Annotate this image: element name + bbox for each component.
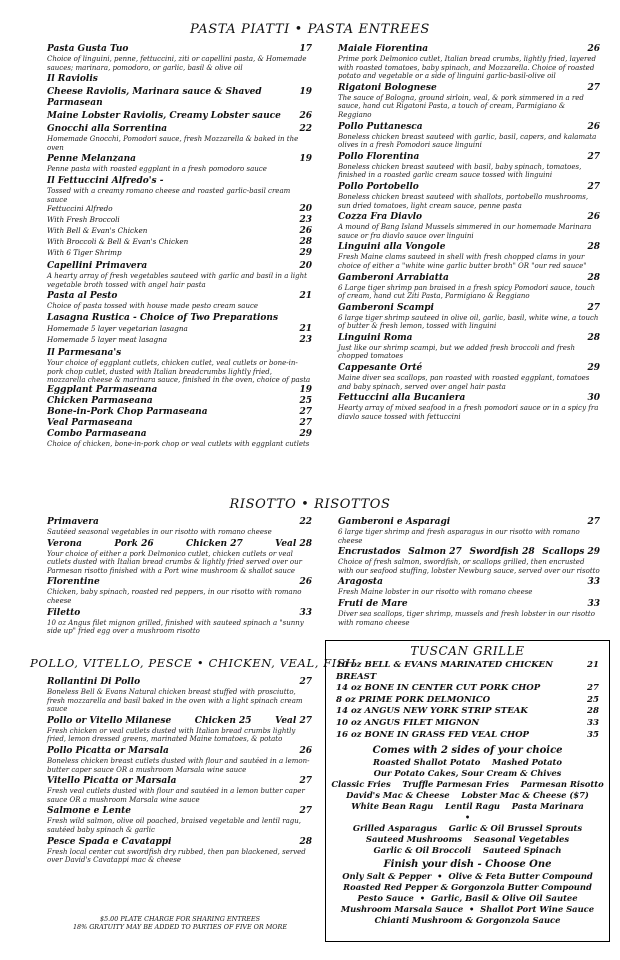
- option-row: [47, 226, 312, 237]
- side-option-line: Grilled Asparagus Garlic & Oil Brussel Sprouts: [352, 823, 583, 834]
- menu-item-name: Fettuccini alla Bucaniera: [338, 393, 466, 404]
- menu-item: [47, 608, 312, 636]
- menu-item-row: [338, 122, 600, 133]
- footer-notes: [40, 915, 320, 931]
- menu-item-name: Primavera: [47, 517, 99, 527]
- menu-item-row: [338, 333, 600, 344]
- menu-item-row: [338, 517, 600, 528]
- menu-item-row: [338, 182, 600, 193]
- grille-item: [336, 718, 599, 730]
- menu-item-row: [47, 517, 312, 528]
- option-price: 29: [299, 248, 312, 259]
- menu-item-row: [338, 363, 600, 374]
- option-price: 23: [299, 215, 312, 226]
- side-option-line: David's Mac & Cheese Lobster Mac & Cheese ($7): [346, 790, 589, 801]
- menu-item-desc: Fresh local center cut swordfish dry rubbed, then pan blackened, served over David's Cavatappi mac & cheese: [47, 847, 306, 865]
- menu-item-price: 26: [299, 111, 312, 122]
- parmesana-desc: Your choice of eggplant cutlets, chicken cutlet, veal cutlets or bone-in-pork chop cutlet, dusted with Italian breadcrumbs lightly fried, mozzarella cheese & marinara sauce, finished in the oven, choice of pasta: [47, 358, 311, 385]
- inline-option: [114, 539, 153, 550]
- inline-option: [408, 547, 462, 558]
- inline-option: [195, 716, 252, 727]
- option-label: With Broccoli & Bell & Evan's Chicken: [47, 237, 189, 247]
- menu-item-desc: A mound of Bang Island Mussels simmered in our homemade Marinara sauce or fra diavlo sauce over linguini: [338, 223, 592, 240]
- menu-item-price: 27: [587, 517, 600, 527]
- menu-item-price: 29: [587, 363, 600, 374]
- finish-option-line: Mushroom Marsala Sauce • Shallot Port Wine Sauce: [340, 904, 595, 915]
- option-label: Homemade 5 layer meat lasagna: [47, 334, 167, 344]
- encrustados-item: [338, 547, 600, 575]
- menu-item-name: Pollo Florentina: [338, 151, 420, 162]
- menu-item: [338, 333, 600, 361]
- menu-item-name: Gamberoni Arrabiatta: [338, 272, 449, 283]
- menu-item-row: [338, 83, 600, 94]
- option-label: Combo Parmaseana: [47, 428, 147, 439]
- menu-item: [338, 212, 600, 240]
- inline-option: [186, 539, 243, 550]
- option-row: [47, 396, 312, 407]
- finish-option-line: Roasted Red Pepper & Gorgonzola Butter Compound: [343, 882, 592, 893]
- option-row: [47, 385, 312, 396]
- menu-item-desc: Boneless chicken breast cutlets dusted with flour and sautéed in a lemon-butter caper sauce OR a mushroom Marsala wine sauce: [47, 756, 310, 774]
- menu-item: [47, 746, 312, 774]
- grille-item: [336, 730, 599, 742]
- menu-item: [338, 152, 600, 180]
- grille-item: [336, 683, 599, 695]
- menu-item: [338, 44, 600, 81]
- menu-item-name: Aragosta: [338, 577, 383, 588]
- menu-item: [47, 87, 312, 109]
- fettuccini-group: [47, 176, 312, 259]
- parmesana-title: Il Parmesana's: [47, 347, 122, 358]
- menu-item-price: 26: [587, 212, 600, 223]
- menu-item-name: Cozza Fra Diavlo: [338, 212, 422, 223]
- menu-item-price: 21: [299, 291, 312, 302]
- grille-item-label: 14 oz ANGUS NEW YORK STRIP STEAK: [336, 706, 528, 717]
- menu-item-name: Pasta al Pesto: [47, 291, 118, 302]
- menu-item-row: [338, 577, 600, 588]
- menu-item-price: 26: [299, 745, 312, 756]
- option-row: [47, 215, 312, 226]
- fettuccini-desc: Tossed with a creamy romano cheese and roasted garlic-basil cream sauce: [47, 186, 291, 204]
- menu-item-name: Linguini Roma: [338, 332, 413, 343]
- menu-item-name: Gamberoni Scampi: [338, 302, 434, 313]
- menu-item-row: [47, 608, 312, 619]
- option-row: [47, 335, 312, 346]
- inline-option-label: Scallops: [542, 547, 585, 558]
- menu-item-row: [338, 242, 600, 253]
- inline-option-label: Chicken: [185, 538, 228, 549]
- menu-item-name: Filetto: [47, 607, 81, 618]
- menu-item-name: Vitello Picatta or Marsala: [47, 776, 177, 787]
- option-label: Chicken Parmaseana: [47, 395, 153, 406]
- menu-item: [47, 261, 312, 289]
- option-row: [47, 237, 312, 248]
- finish-option-line: Only Salt & Pepper • Olive & Feta Butter Compound: [342, 871, 593, 882]
- side-option-line: Our Potato Cakes, Sour Cream & Chives: [373, 768, 562, 779]
- menu-item-desc: Fresh veal cutlets dusted with flour and sautéed in a lemon butter caper sauce OR a mushroom Marsala wine sauce: [47, 787, 305, 804]
- menu-item: [338, 393, 600, 421]
- option-row: [47, 407, 312, 418]
- menu-item-name: Maiale Fiorentina: [338, 44, 429, 54]
- menu-item: [338, 363, 600, 391]
- menu-item: [47, 517, 312, 537]
- menu-item-name: Gnocchi alla Sorrentina: [47, 124, 168, 135]
- inline-option-label: Swordfish: [469, 547, 519, 558]
- menu-item-row: [338, 212, 600, 223]
- menu-item: [338, 83, 600, 120]
- menu-item-row: [338, 393, 600, 404]
- menu-item-name: Penne Melanzana: [47, 154, 136, 165]
- menu-item-price: 28: [587, 272, 600, 283]
- pollo-section-title: POLLO, VITELLO, PESCE • CHICKEN, VEAL, FISH: [30, 656, 357, 670]
- menu-item-row: [47, 677, 312, 688]
- menu-item-desc: Fresh Maine clams sauteed in shell with fresh chopped clams in your choice of either a "white wine garlic butter broth" OR "our red sauce": [338, 253, 587, 270]
- grille-item-label: 10 oz BELL & EVANS MARINATED CHICKEN BREAST: [336, 660, 553, 682]
- inline-option: [275, 716, 312, 727]
- option-price: 20: [299, 204, 312, 215]
- menu-item-price: 17: [299, 44, 312, 54]
- menu-item-desc: Choice of pasta tossed with house made pesto cream sauce: [47, 302, 259, 311]
- option-label: With Bell & Evan's Chicken: [47, 226, 148, 236]
- finish-option-line: Pesto Sauce • Garlic, Basil & Olive Oil Sautee: [357, 893, 578, 904]
- inline-option-label: Veal: [275, 715, 297, 726]
- menu-item-name: Pollo Picatta or Marsala: [47, 745, 169, 756]
- menu-item-desc: Penne pasta with roasted eggplant in a fresh pomodoro sauce: [47, 165, 267, 174]
- item-name: Pollo or Vitello Milanese: [47, 715, 172, 726]
- option-price: 25: [299, 395, 312, 406]
- menu-item-desc: Boneless chicken breast sauteed with shallots, portobello mushrooms, sun dried tomatoes, light cream sauce, penne pasta: [338, 192, 589, 210]
- menu-item: [338, 303, 600, 331]
- menu-item-desc: The sauce of Bologna, ground sirloin, veal, & pork simmered in a red sauce, hand cut Rigatoni Pasta, a touch of cream, Parmigiano & Reggiano: [338, 93, 584, 119]
- grille-item: [336, 706, 599, 718]
- menu-item: [47, 806, 312, 834]
- menu-item-desc: Hearty array of mixed seafood in a fresh pomodori sauce or in a spicy fra diavlo sauce tossed with fettuccini: [338, 404, 599, 421]
- risotto-section-title: RISOTTO • RISOTTOS: [229, 497, 391, 512]
- menu-item-name: Rigatoni Bolognese: [338, 82, 437, 93]
- menu-item-price: 19: [299, 154, 312, 165]
- item-name: Encrustados: [338, 547, 401, 558]
- inline-option-price: 27: [230, 538, 243, 549]
- option-label: Homemade 5 layer vegetarian lasagna: [47, 323, 188, 333]
- tuscan-title: TUSCAN GRILLE: [410, 644, 525, 658]
- menu-item: [338, 273, 600, 301]
- option-row: [47, 324, 312, 335]
- grille-item-label: 10 oz ANGUS FILET MIGNON: [336, 717, 480, 728]
- menu-item-name: Maine Lobster Raviolis, Creamy Lobster sauce: [47, 111, 281, 122]
- side-option-line: Garlic & Oil Broccoli Sauteed Spinach: [373, 845, 562, 856]
- pollo-column: [47, 677, 312, 867]
- menu-item: [338, 577, 600, 597]
- menu-item-price: 26: [299, 577, 312, 588]
- menu-item-desc: Diver sea scallops, tiger shrimp, mussels and fresh lobster in our risotto with romano cheese: [338, 609, 595, 627]
- menu-item-row: [47, 44, 312, 55]
- menu-item-row: [47, 87, 312, 109]
- menu-item-desc: 10 oz Angus filet mignon grilled, finished with sauteed spinach a "sunny side up" fried egg over a mushroom risotto: [47, 618, 304, 636]
- grille-item: [336, 695, 599, 707]
- menu-item-price: 27: [299, 776, 312, 787]
- menu-item-name: Florentine: [47, 577, 100, 588]
- grille-item-label: 14 oz BONE IN CENTER CUT PORK CHOP: [336, 683, 541, 694]
- side-option-line: White Bean Ragu Lentil Ragu Pasta Marinara: [351, 801, 584, 812]
- option-row: [47, 418, 312, 429]
- menu-item-desc: Homemade Gnocchi, Pomodori sauce, fresh Mozzarella & baked in the oven: [47, 135, 299, 152]
- grille-item-price: 27: [587, 683, 599, 694]
- menu-item: [47, 776, 312, 804]
- option-price: 27: [299, 406, 312, 417]
- menu-item-price: 27: [587, 181, 600, 192]
- menu-item: [338, 517, 600, 545]
- menu-item-price: 27: [587, 151, 600, 162]
- menu-item-row: [47, 124, 312, 135]
- pasta-right-column: [338, 44, 600, 423]
- inline-option-label: Pork: [114, 538, 138, 549]
- menu-item-price: 26: [587, 121, 600, 132]
- menu-item-price: 22: [299, 124, 312, 135]
- grille-item-price: 25: [587, 694, 599, 705]
- menu-item-price: 33: [587, 598, 600, 609]
- option-price: 27: [299, 417, 312, 428]
- menu-item-desc: 6 Large tiger shrimp pan braised in a fresh spicy Pomodori sauce, touch of cream, hand cut Ziti Pasta, Parmigiano & Reggiano: [338, 283, 595, 301]
- menu-item: [338, 182, 600, 210]
- option-row: [47, 248, 312, 259]
- menu-item-name: Linguini alla Vongole: [338, 242, 446, 253]
- side-option-line: Classic Fries Truffle Parmesan Fries Parmesan Risotto: [331, 779, 604, 790]
- menu-item-desc: Maine diver sea scallops, pan roasted with roasted eggplant, tomatoes and baby spinach, served over angel hair pasta: [338, 374, 590, 391]
- menu-item-desc: A hearty array of fresh vegetables sauteed with garlic and basil in a light vegetable broth tossed with angel hair pasta: [47, 272, 307, 289]
- inline-option-price: 28: [522, 547, 535, 558]
- menu-item: [47, 677, 312, 714]
- menu-item-price: 28: [587, 242, 600, 253]
- inline-option-label: Chicken: [194, 715, 236, 726]
- inline-option-price: 29: [587, 547, 600, 558]
- menu-item-price: 22: [299, 517, 312, 527]
- menu-item-name: Fruti de Mare: [338, 598, 408, 609]
- menu-item-name: Capellini Primavera: [47, 261, 148, 272]
- parmesana-note: Choice of chicken, bone-in-pork chop or veal cutlets with eggplant cutlets: [47, 439, 310, 448]
- verona-item: [47, 539, 312, 576]
- menu-item: [47, 74, 312, 85]
- inline-option-price: 26: [141, 538, 154, 549]
- item-name: Verona: [47, 538, 83, 549]
- menu-item-name: Pollo Puttanesca: [338, 121, 423, 132]
- menu-item-row: [47, 837, 312, 848]
- side-option-line: Sauteed Mushrooms Seasonal Vegetables: [365, 834, 570, 845]
- menu-item-name: Il Raviolis: [47, 74, 98, 85]
- menu-item-price: 27: [587, 82, 600, 93]
- pasta-section-title: PASTA PIATTI • PASTA ENTREES: [190, 22, 430, 37]
- menu-item-price: 28: [299, 836, 312, 847]
- menu-item-row: [47, 261, 312, 272]
- menu-item: [47, 124, 312, 152]
- menu-item: [47, 44, 312, 72]
- menu-item-row: [47, 291, 312, 302]
- menu-item-desc: Fresh Maine lobster in our risotto with romano cheese: [338, 588, 533, 597]
- footer-line: $5.00 PLATE CHARGE FOR SHARING ENTREES: [100, 915, 260, 923]
- menu-item: [47, 837, 312, 865]
- menu-item-desc: Boneless Bell & Evans Natural chicken breast stuffed with prosciutto, fresh mozzarella and basil baked in the oven with a light spinach cream sauce: [47, 688, 303, 714]
- finish-option-line: Chianti Mushroom & Gorgonzola Sauce: [374, 915, 561, 926]
- inline-option: [542, 547, 600, 558]
- parmesana-group: [47, 348, 312, 448]
- inline-option-price: 28: [299, 538, 312, 549]
- menu-item-name: Rollantini Di Pollo: [47, 677, 141, 687]
- option-label: Veal Parmaseana: [47, 417, 133, 428]
- menu-item: [47, 291, 312, 311]
- menu-item: [47, 111, 312, 122]
- finish-heading: Finish your dish - Choose One: [383, 859, 552, 871]
- menu-item-row: [338, 303, 600, 314]
- inline-option: [469, 547, 534, 558]
- menu-item-price: 33: [587, 577, 600, 588]
- menu-item-desc: 6 large tiger shrimp sauteed in olive oil, garlic, basil, white wine, a touch of butter & fresh lemon, tossed with linguini: [338, 313, 599, 331]
- side-option-line: Roasted Shallot Potato Mashed Potato: [372, 757, 563, 768]
- option-row: [47, 429, 312, 440]
- option-label: With 6 Tiger Shrimp: [47, 248, 122, 258]
- grille-item-label: 16 oz BONE IN GRASS FED VEAL CHOP: [336, 729, 530, 740]
- menu-item-desc: Just like our shrimp scampi, but we added fresh broccoli and fresh chopped tomatoes: [338, 343, 575, 361]
- menu-item-row: [338, 152, 600, 163]
- sides-heading: Comes with 2 sides of your choice: [372, 745, 563, 757]
- lasagna-group: [47, 313, 312, 346]
- menu-item-desc: Chicken, baby spinach, roasted red peppers, in our risotto with romano cheese: [47, 588, 302, 605]
- menu-item: [338, 242, 600, 270]
- menu-item-row: [47, 577, 312, 588]
- menu-item-row: [47, 806, 312, 817]
- verona-desc: Your choice of either a pork Delmonico cutlet, chicken cutlets or veal cutlets dusted with Italian bread crumbs & lightly fried served over our Parmesan risotto finished with a Port wine mushroom & shallot sauce: [47, 549, 302, 575]
- menu-item-price: 27: [299, 677, 312, 687]
- footer-line: 18% GRATUITY MAY BE ADDED TO PARTIES OF FIVE OR MORE: [72, 923, 288, 931]
- grille-item-price: 33: [587, 717, 599, 728]
- risotto-left-column: [47, 517, 312, 638]
- option-price: 29: [299, 428, 312, 439]
- menu-item-price: 27: [299, 806, 312, 817]
- menu-item-desc: Choice of linguini, penne, fettuccini, ziti or capellini pasta, & Homemade sauces; marinara, pomodoro, or garlic, basil & olive oil: [47, 55, 307, 72]
- menu-item-row: [47, 74, 312, 85]
- menu-item-desc: Prime pork Delmonico cutlet, Italian bread crumbs, lightly fried, layered with roasted tomatoes, baby spinach, and Mozzarella. Choice of roasted potato and vegetable or a side of linguini garlic-basil-olive oil: [338, 55, 596, 81]
- menu-item-name: Gamberoni e Asparagi: [338, 517, 451, 527]
- tuscan-grille-box: [325, 640, 610, 942]
- menu-item-row: [47, 111, 312, 122]
- side-option-line: •: [464, 812, 471, 823]
- inline-option-label: Salmon: [408, 547, 447, 558]
- menu-item-price: 27: [587, 302, 600, 313]
- grille-item-price: 28: [587, 706, 599, 717]
- menu-item-name: Pollo Portobello: [338, 181, 419, 192]
- option-label: With Fresh Broccoli: [47, 215, 120, 225]
- menu-item-row: [338, 273, 600, 284]
- inline-option: [275, 539, 312, 550]
- menu-item-price: 19: [299, 87, 312, 98]
- milanese-desc: Fresh chicken or veal cutlets dusted with Italian bread crumbs lightly fried, lemon dressed greens, marinated Maine tomatoes, & potato: [47, 726, 296, 744]
- grille-item: [336, 660, 599, 683]
- menu-item-price: 30: [587, 393, 600, 404]
- grille-item-price: 35: [587, 729, 599, 740]
- menu-item-desc: Boneless chicken breast sauteed with basil, baby spinach, tomatoes, finished in a roasted garlic cream sauce tossed with linguini: [338, 162, 582, 180]
- option-label: Fettuccini Alfredo: [47, 204, 113, 214]
- inline-option-price: 25: [239, 715, 252, 726]
- fettuccini-title: Il Fettuccini Alfredo's -: [47, 175, 164, 186]
- menu-item-name: Pesce Spada e Cavatappi: [47, 836, 172, 847]
- pasta-left-column: [47, 44, 312, 450]
- menu-item-price: 33: [299, 607, 312, 618]
- encrustados-desc: Choice of fresh salmon, swordfish, or scallops grilled, then encrusted with our seafood stuffing, lobster Newburg sauce, served over our risotto: [338, 558, 600, 575]
- menu-item-desc: Fresh wild salmon, olive oil poached, braised vegetable and lentil ragu, sautéed baby spinach & garlic: [47, 817, 301, 834]
- menu-item: [47, 577, 312, 605]
- menu-item-price: 26: [587, 44, 600, 54]
- menu-item-name: Cappesante Orté: [338, 363, 423, 374]
- option-label: Eggplant Parmaseana: [47, 384, 158, 395]
- menu-item-price: 20: [299, 261, 312, 272]
- menu-item: [47, 154, 312, 174]
- menu-item: [338, 122, 600, 150]
- menu-item-name: Salmone e Lente: [47, 806, 132, 817]
- inline-option-label: Veal: [275, 538, 297, 549]
- menu-item-row: [47, 776, 312, 787]
- menu-item-name: Pasta Gusta Tuo: [47, 44, 129, 54]
- menu-item: [338, 599, 600, 627]
- menu-item-desc: 6 large tiger shrimp and fresh asparagus in our risotto with romano cheese: [338, 528, 580, 545]
- option-price: 26: [299, 226, 312, 237]
- lasagna-title: Lasagna Rustica - Choice of Two Preparations: [47, 312, 279, 323]
- grille-item-price: 21: [587, 660, 599, 670]
- menu-item-desc: Boneless chicken breast sauteed with garlic, basil, capers, and kalamata olives in a fresh Pomodori sauce linguini: [338, 132, 597, 150]
- menu-item-row: [338, 599, 600, 610]
- menu-item-row: [47, 746, 312, 757]
- option-row: [47, 204, 312, 215]
- menu-item-row: [338, 44, 600, 55]
- option-price: 23: [299, 334, 312, 345]
- grille-item-label: 8 oz PRIME PORK DELMONICO: [336, 694, 491, 705]
- option-price: 21: [299, 323, 312, 334]
- option-price: 19: [299, 384, 312, 395]
- milanese-item: [47, 716, 312, 744]
- inline-option-price: 27: [299, 715, 312, 726]
- option-price: 28: [299, 237, 312, 248]
- menu-item-name: Cheese Raviolis, Marinara sauce & Shaved Parmasean: [47, 87, 262, 109]
- menu-item-desc: Sautéed seasonal vegetables in our risotto with romano cheese: [47, 528, 272, 536]
- menu-item-row: [47, 154, 312, 165]
- option-label: Bone-in-Pork Chop Parmaseana: [47, 406, 208, 417]
- menu-item-price: 28: [587, 332, 600, 343]
- inline-option-price: 27: [449, 547, 462, 558]
- risotto-right-column: [338, 517, 600, 629]
